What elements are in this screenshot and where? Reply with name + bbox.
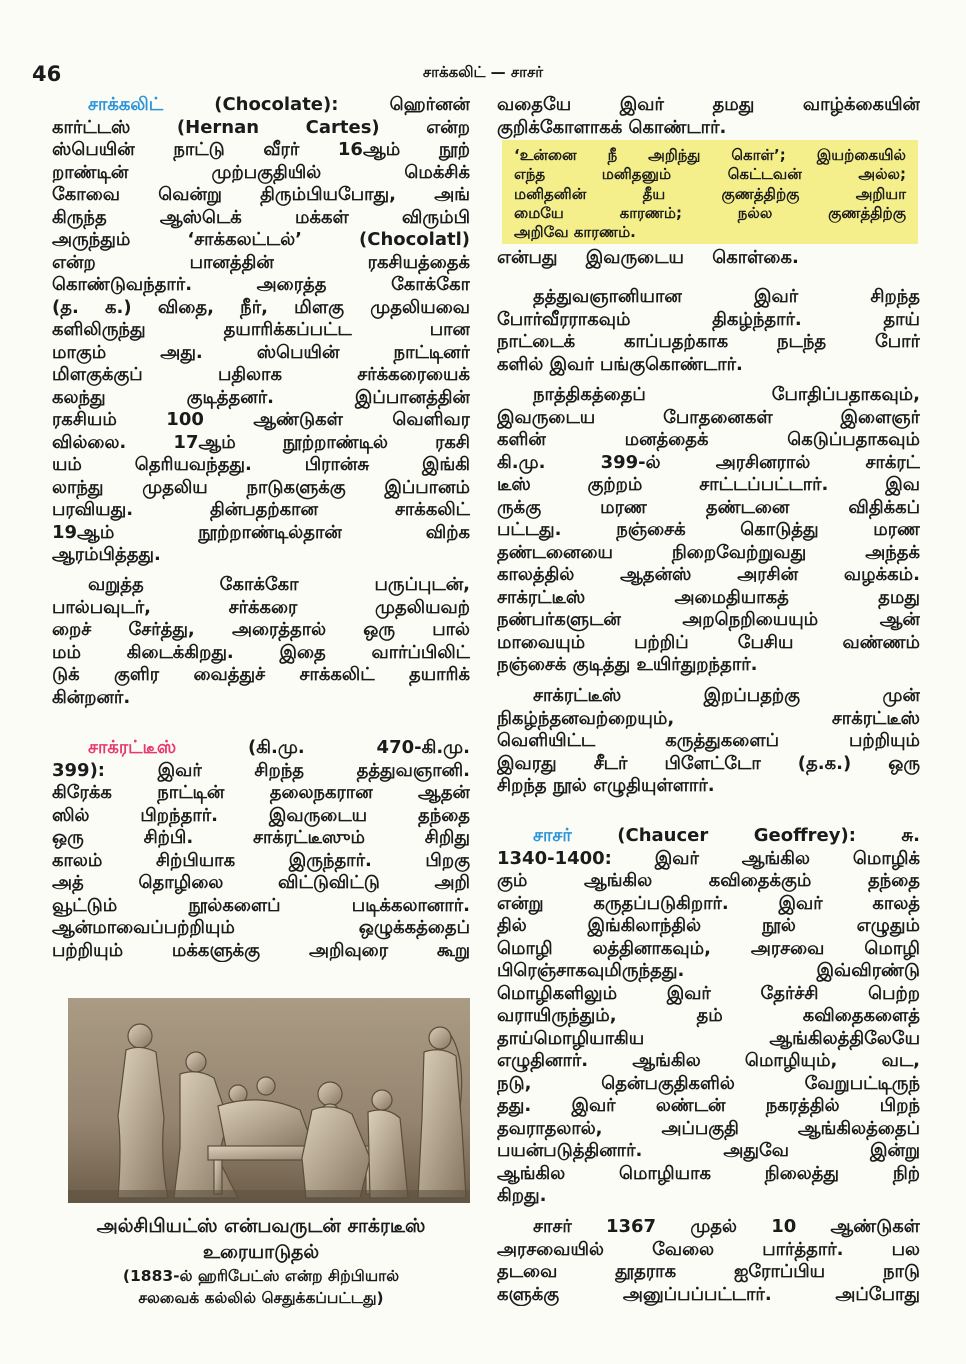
text-line: மிளகுக்குப் பதிலாக சர்க்கரையைக் bbox=[52, 364, 470, 385]
text-line: கார்ட்டஸ் (Hernan Cartes) என்ற bbox=[52, 116, 470, 138]
text-line: குறிக்கோளாகக் கொண்டார். bbox=[497, 116, 727, 138]
entry-chocolate bbox=[52, 94, 470, 567]
relief-base bbox=[68, 1190, 470, 1203]
text-line: லாந்து முதலிய நாடுகளுக்கு இப்பானம் bbox=[52, 476, 470, 498]
caption-title-line: உரையாடுதல் bbox=[202, 1241, 320, 1263]
text-line: நடு, தென்பகுதிகளில் வேறுபட்டிருந் bbox=[497, 1072, 920, 1094]
yellow-quote-box bbox=[502, 140, 918, 244]
text-line: களுக்கு அனுப்பப்பட்டார். அப்போது bbox=[497, 1283, 920, 1305]
entry-first-line bbox=[52, 94, 470, 117]
text-line: பரவியது. தின்பதற்கான சாக்கலிட் bbox=[52, 499, 470, 520]
text-line: மம் கிடைக்கிறது. இதை வார்ப்பிலிட் bbox=[52, 641, 470, 663]
text-line: எழுதினார். ஆங்கில மொழியும், வட, bbox=[497, 1050, 920, 1071]
text-line: ஆரம்பித்தது. bbox=[52, 544, 161, 565]
text-line: என்ற பானத்தின் ரகசியத்தைக் bbox=[52, 251, 470, 273]
quote-line: எந்த மனிதனும் கெட்டவன் அல்ல; bbox=[514, 165, 906, 184]
text-line: ருக்கு மரண தண்டனை விதிக்கப் bbox=[497, 496, 920, 518]
text-line: அரசவையில் வேலை பார்த்தார். பல bbox=[497, 1238, 920, 1260]
quote-line: மனிதனின் தீய குணத்திற்கு அறியா bbox=[514, 184, 906, 203]
text-line: யம் தெரியவந்தது. பிரான்சு இங்கி bbox=[52, 454, 470, 475]
text-line: கோவை வென்று திரும்பியபோது, அங் bbox=[52, 184, 470, 205]
text-line: பற்றியும் மக்களுக்கு அறிவுரை கூறு bbox=[52, 939, 470, 961]
text-line: றாண்டின் முற்பகுதியில் மெக்சிக் bbox=[52, 161, 470, 183]
paragraph-socrates-plato bbox=[497, 685, 920, 798]
text-line: மொழி லத்தினாகவும், அரசவை மொழி bbox=[497, 937, 920, 959]
entry-chaucer bbox=[497, 825, 920, 1208]
text-line: (த. க.) விதை, நீர், மிளகு முதலியவை bbox=[52, 296, 470, 318]
text-line: வில்லை. 17ஆம் நூற்றாண்டில் ரகசி bbox=[52, 431, 470, 453]
text-line: பட்டது. நஞ்சைக் கொடுத்து மரண bbox=[497, 519, 920, 540]
quote-line: அறிவே காரணம். bbox=[514, 223, 636, 242]
text-line: என்பது இவருடைய கொள்கை. bbox=[497, 247, 799, 268]
text-line: நஞ்சைக் குடித்து உயிர்துறந்தார். bbox=[497, 654, 758, 675]
text-line: ரகசியம் 100 ஆண்டுகள் வெளிவர bbox=[52, 409, 470, 430]
entry-headword: சாக்ரட்டீஸ் bbox=[88, 737, 177, 758]
text-line: என்று கருதப்படுகிறார். இவர் காலத் bbox=[497, 892, 920, 914]
text-line: கி.மு. 399-ல் அரசினரால் சாக்ரட் bbox=[497, 451, 920, 473]
quote-line: மையே காரணம்; நல்ல குணத்திற்கு bbox=[514, 203, 906, 222]
text-line: சாக்ரட்டீஸ் அமைதியாகத் தமது bbox=[497, 586, 920, 608]
text-line: அத் தொழிலை விட்டுவிட்டு அறி bbox=[52, 872, 470, 893]
text-line: கும் ஆங்கில கவிதைக்கும் தந்தை bbox=[497, 870, 920, 891]
text-line: இவருடைய போதனைகள் இளைஞர் bbox=[497, 406, 920, 428]
text-line: ஆங்கில மொழியாக நிலைத்து நிற் bbox=[497, 1162, 920, 1184]
caption-note-line: சலவைக் கல்லில் செதுக்கப்பட்டது) bbox=[138, 1289, 384, 1307]
text-line: போர்வீரராகவும் திகழ்ந்தார். தாய் bbox=[497, 308, 920, 330]
caption-title-line: அல்சிபியட்ஸ் என்பவருடன் சாக்ரடீஸ் bbox=[96, 1215, 426, 1237]
text-line: மாவையும் பற்றிப் பேசிய வண்ணம் bbox=[497, 631, 920, 653]
text-line: களின் மனத்தைக் கெடுப்பதாகவும் bbox=[497, 429, 920, 450]
text-line: பால்பவுடர், சர்க்கரை முதலியவற் bbox=[52, 596, 470, 618]
text-line: சாக்ரட்டீஸ் இறப்பதற்கு முன் bbox=[533, 685, 920, 706]
relief-image bbox=[68, 998, 470, 1203]
text-line: களிலிருந்து தயாரிக்கப்பட்ட பான bbox=[52, 319, 470, 340]
text-line: தது. இவர் லண்டன் நகரத்தில் பிறந் bbox=[497, 1095, 920, 1116]
text-line: வராயிருந்தும், தம் கவிதைகளைத் bbox=[497, 1005, 920, 1026]
text-line: தடவை தூதராக ஐரோப்பிய நாடு bbox=[497, 1261, 920, 1282]
text-line: ஒரு சிற்பி. சாக்ரட்டீஸும் சிறிது bbox=[52, 827, 470, 848]
text-line: காலத்தில் ஆதன்ஸ் அரசின் வழக்கம். bbox=[497, 564, 920, 585]
text-line: 399): இவர் சிறந்த தத்துவஞானி. bbox=[52, 759, 470, 781]
text-line: கலந்து குடித்தனர். இப்பானத்தின் bbox=[52, 386, 470, 408]
text-line: டீஸ் குற்றம் சாட்டப்பட்டார். இவ bbox=[497, 474, 920, 495]
entry-first-line bbox=[52, 737, 470, 760]
paragraph-chaucer-court bbox=[497, 1216, 920, 1306]
page-number: 46 bbox=[32, 62, 62, 86]
text-line: நண்பர்களுடன் அறநெறியையும் ஆன் bbox=[497, 609, 920, 630]
text-line: டுக் குளிர வைத்துச் சாக்கலிட் தயாரிக் bbox=[52, 664, 470, 685]
entry-socrates bbox=[52, 737, 470, 962]
text-line: கொண்டுவந்தார். அரைத்த கோக்கோ bbox=[52, 274, 470, 295]
paragraph-chocolate-making bbox=[52, 574, 470, 709]
text-line: சிறந்த நூல் எழுதியுள்ளார். bbox=[497, 775, 715, 796]
caption-note-line: (1883-ல் ஹரிபேட்ஸ் என்ற சிற்பியால் bbox=[122, 1267, 400, 1285]
entry-headword: சாக்கலிட் bbox=[88, 94, 164, 115]
text-line: அருந்தும் ‘சாக்கலட்டல்’ (Chocolatl) bbox=[52, 229, 470, 250]
text-line: தாய்மொழியாகிய ஆங்கிலத்திலேயே bbox=[497, 1027, 920, 1049]
figure-caption bbox=[52, 1213, 470, 1309]
text-line: ஆன்மாவைப்பற்றியும் ஒழுக்கத்தைப் bbox=[52, 917, 470, 938]
text-line: வதையே இவர் தமது வாழ்க்கையின் bbox=[497, 94, 920, 115]
text-line: கிருந்த ஆஸ்டெக் மக்கள் விரும்பி bbox=[52, 206, 470, 228]
text-line: 19ஆம் நூற்றாண்டில்தான் விற்க bbox=[52, 521, 470, 543]
text-line: தத்துவஞானியான இவர் சிறந்த bbox=[533, 286, 920, 307]
text-line: காலம் சிற்பியாக இருந்தார். பிறகு bbox=[52, 849, 470, 871]
text-line: மாகும் அது. ஸ்பெயின் நாட்டினர் bbox=[52, 341, 470, 363]
entry-first-line-text: (கி.மு. 470-கி.மு. bbox=[248, 737, 470, 758]
text-line: றைச் சேர்த்து, அரைத்தால் ஒரு பால் bbox=[52, 619, 470, 640]
text-line: நாட்டைக் காப்பதற்காக நடந்த போர் bbox=[497, 331, 920, 352]
text-line: கிறது. bbox=[497, 1185, 547, 1206]
text-line: தில் இங்கிலாந்தில் நூல் எழுதும் bbox=[497, 915, 920, 936]
text-line: வெளியிட்ட கருத்துகளைப் பற்றியும் bbox=[497, 730, 920, 751]
text-line: நாத்திகத்தைப் போதிப்பதாகவும், bbox=[533, 384, 920, 405]
entry-first-line-text: (Chaucer Geoffrey): சு. bbox=[617, 825, 920, 846]
paragraph-socrates-warrior bbox=[497, 286, 920, 376]
entry-first-line-text: (Chocolate): ஹெர்னன் bbox=[214, 94, 470, 115]
text-line: தண்டனையை நிறைவேற்றுவது அந்தக் bbox=[497, 541, 920, 563]
text-line: வறுத்த கோக்கோ பருப்புடன், bbox=[88, 574, 470, 595]
running-head: சாக்கலிட் — சாசர் bbox=[422, 63, 544, 81]
text-line: 1340-1400: இவர் ஆங்கில மொழிக் bbox=[497, 847, 920, 869]
text-line: பயன்படுத்தினார். அதுவே இன்று bbox=[497, 1140, 920, 1161]
text-line: களில் இவர் பங்குகொண்டார். bbox=[497, 353, 743, 375]
paragraph-socrates-trial bbox=[497, 384, 920, 677]
entry-first-line bbox=[497, 825, 920, 848]
socrates-continued bbox=[497, 94, 920, 139]
text-line: சாசர் 1367 முதல் 10 ஆண்டுகள் bbox=[533, 1216, 920, 1237]
text-line: கின்றனர். bbox=[52, 686, 131, 708]
text-line: இவரது சீடர் பிளேட்டோ (த.க.) ஒரு bbox=[497, 752, 920, 774]
text-line: வூட்டும் நூல்களைப் படிக்கலானார். bbox=[52, 894, 470, 916]
socrates-belief bbox=[497, 247, 920, 270]
text-line: கிரேக்க நாட்டின் தலைநகரான ஆதன் bbox=[52, 782, 470, 803]
text-line: மொழிகளிலும் இவர் தேர்ச்சி பெற்ற bbox=[497, 982, 920, 1004]
text-line: பிரெஞ்சாகவுமிருந்தது. இவ்விரண்டு bbox=[497, 960, 920, 981]
quote-line: ‘உன்னை நீ அறிந்து கொள்’; இயற்கையில் bbox=[514, 146, 906, 164]
text-line: நிகழ்ந்தனவற்றையும், சாக்ரட்டீஸ் bbox=[497, 707, 920, 729]
text-line: தவராதலால், அப்பகுதி ஆங்கிலத்தைப் bbox=[497, 1117, 920, 1139]
text-line: ஸ்பெயின் நாட்டு வீரர் 16ஆம் நூற் bbox=[52, 139, 470, 160]
text-line: ஸில் பிறந்தார். இவருடைய தந்தை bbox=[52, 804, 470, 826]
entry-headword: சாசர் bbox=[533, 825, 572, 846]
relief-figure bbox=[68, 998, 470, 1203]
